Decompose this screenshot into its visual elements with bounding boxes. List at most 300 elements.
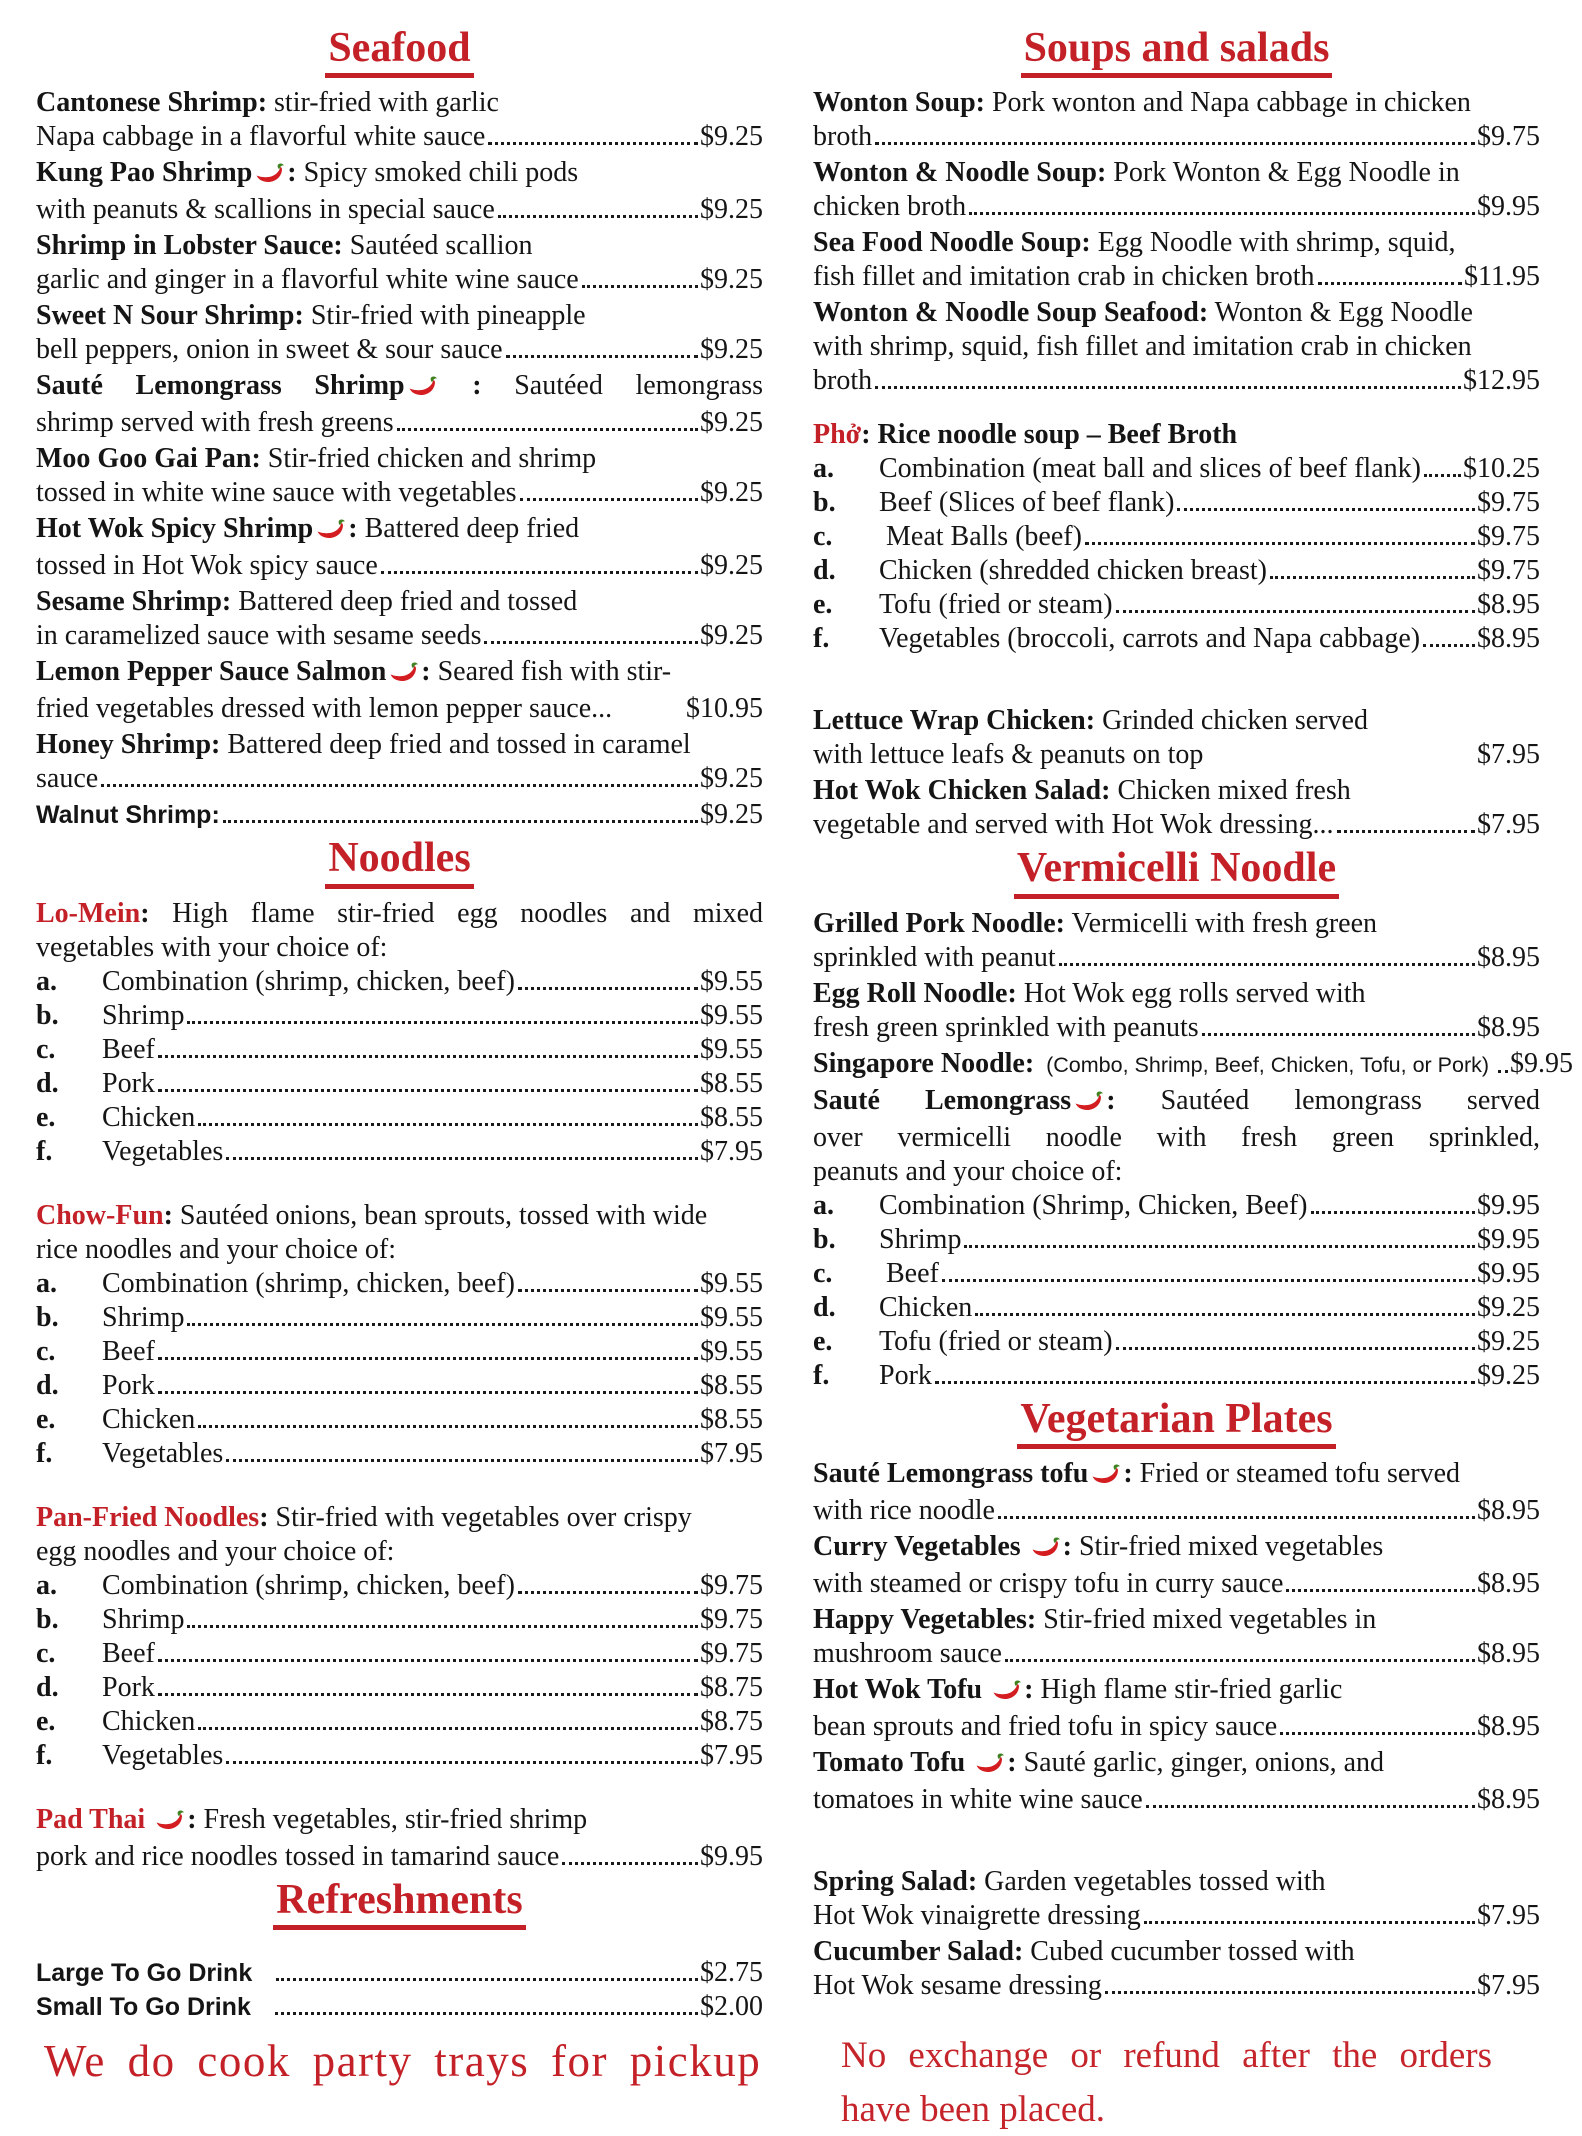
menu-item [813,296,1540,398]
section-heading-vermicelli-noodle [813,846,1540,898]
dotted-leader [1280,1732,1475,1735]
price: $10.95 [686,693,763,725]
menu-item [36,655,763,726]
menu-line [813,364,1540,398]
menu-line [36,86,763,120]
line-text: Beef [879,1257,939,1289]
menu-line [813,1783,1540,1817]
line-text: Sauté Lemongrass Shrimp : Sautéed lemongrass [36,370,763,401]
menu-line [36,1301,763,1335]
price: $9.25 [700,550,763,582]
menu-line [36,931,763,965]
menu-line [36,619,763,653]
line-text: bean sprouts and fried tofu in spicy sauce [813,1711,1278,1743]
dotted-leader [1337,830,1475,833]
menu-item [813,156,1540,224]
dotted-leader [498,215,698,218]
option-label: b. [36,999,59,1031]
line-text: with peanuts & scallions in special sauce [36,194,495,226]
menu-line [36,999,763,1033]
menu-line [813,1710,1540,1744]
dotted-leader [1005,1659,1475,1662]
menu-line [813,588,1540,622]
dotted-leader [1177,508,1475,511]
dotted-leader [187,1323,698,1326]
line-text: Sesame Shrimp: Battered deep fried and tossed [36,586,578,618]
menu-item [36,369,763,440]
line-text: Combination (shrimp, chicken, beef) [102,965,515,997]
line-text: Tofu (fried or steam) [879,1325,1113,1357]
option-label: e. [36,1403,56,1435]
menu-line [36,1267,763,1301]
menu-line [36,1101,763,1135]
dotted-leader [518,987,698,990]
menu-line [813,774,1540,808]
dotted-leader [1085,542,1475,545]
price: $10.25 [1463,453,1540,485]
option-label: e. [36,1705,56,1737]
menu-item [813,1084,1540,1393]
dotted-leader [1286,1589,1475,1592]
menu-line [813,622,1540,656]
menu-line [36,762,763,796]
dotted-leader [223,820,698,823]
price: $8.95 [1477,1784,1540,1816]
menu-line [36,512,763,549]
price: $8.55 [700,1101,763,1133]
price: $7.95 [700,1739,763,1771]
price: $9.95 [700,1840,763,1872]
price: $9.75 [700,1637,763,1669]
dotted-leader [226,1459,698,1462]
menu-line [813,1899,1540,1933]
price: $11.95 [1464,261,1540,293]
price: $7.95 [1477,739,1540,771]
menu-line [36,1637,763,1671]
option-label: c. [36,1033,56,1065]
spacer-gap [813,658,1540,686]
line-text: Hot Wok Chicken Salad: Chicken mixed fresh [813,775,1351,807]
dotted-leader [1202,1033,1475,1036]
line-text: Chow-Fun: Sautéed onions, bean sprouts, tossed with wide [36,1199,708,1231]
menu-item [813,704,1540,772]
line-text: egg noodles and your choice of: [36,1535,395,1567]
price: $9.25 [700,334,763,366]
option-label: d. [36,1067,59,1099]
price: $9.25 [700,799,763,831]
menu-line [36,1803,763,1840]
price: $8.95 [1477,1711,1540,1743]
menu-line [813,704,1540,738]
line-text: Singapore Noodle: (Combo, Shrimp, Beef, Chicken, Tofu, or Pork) [813,1047,1496,1079]
menu-item [813,1603,1540,1671]
line-text: in caramelized sauce with sesame seeds [36,620,482,652]
menu-line [813,1011,1540,1045]
option-label: a. [813,1189,834,1221]
option-label: b. [813,487,836,519]
section-heading-text: Vermicelli Noodle [1014,846,1339,898]
price: $9.25 [700,264,763,296]
menu-item [36,86,763,154]
line-text: Happy Vegetables: Stir-fried mixed vegetables in [813,1604,1377,1636]
menu-line [36,263,763,297]
section-heading-text: Vegetarian Plates [1017,1397,1335,1449]
line-text: Shrimp [102,1301,185,1333]
menu-line [813,1935,1540,1969]
line-text: with rice noodle [813,1495,995,1527]
line-text: Shrimp in Lobster Sauce: Sautéed scallion [36,230,533,262]
menu-item [36,1803,763,1874]
chili-pepper-icon [992,1676,1021,1710]
dotted-leader [998,1516,1475,1519]
line-text: Tofu (fried or steam) [879,589,1113,621]
dotted-leader [518,1591,698,1594]
section-heading-text: Refreshments [273,1878,526,1930]
menu-line [813,941,1540,975]
menu-line [813,330,1540,364]
menu-line [36,1569,763,1603]
price: $9.75 [700,1603,763,1635]
menu-line [36,1671,763,1705]
price: $8.95 [1477,1568,1540,1600]
option-label: a. [36,1569,57,1601]
dotted-leader [101,784,698,787]
dotted-leader [1116,610,1475,613]
menu-line [36,1705,763,1739]
menu-line [813,226,1540,260]
chili-pepper-icon [975,1749,1004,1783]
menu-item [36,299,763,367]
menu-item [813,1530,1540,1601]
menu-line [36,728,763,762]
menu-item [813,226,1540,294]
line-text: Walnut Shrimp: [36,801,220,830]
price: $9.25 [1477,1325,1540,1357]
section-heading-text: Noodles [325,836,473,888]
line-text: Combination (Shrimp, Chicken, Beef) [879,1189,1308,1221]
chili-pepper-icon [1074,1087,1103,1121]
section-heading-noodles [36,836,763,888]
note-line: have been placed. [841,2088,1105,2130]
line-text: Honey Shrimp: Battered deep fried and tossed in caramel [36,729,691,761]
dotted-leader [1498,1070,1508,1073]
menu-item [813,907,1540,975]
price: $8.55 [700,1403,763,1435]
price: $9.25 [700,194,763,226]
dotted-leader [1059,963,1475,966]
price: $8.75 [700,1705,763,1737]
price: $8.55 [700,1067,763,1099]
line-text: Pork [879,1359,932,1391]
menu-item [36,1199,763,1471]
menu-item [36,1501,763,1773]
line-text: Wonton & Noodle Soup: Pork Wonton & Egg Noodle in [813,157,1460,189]
menu-line [813,1673,1540,1710]
dotted-leader [562,1862,698,1865]
line-text: Sauté Lemongrass : Sautéed lemongrass served [813,1085,1540,1116]
price: $9.95 [1477,191,1540,223]
dotted-leader [969,212,1475,215]
menu-line [813,1530,1540,1567]
price: $8.95 [1477,1495,1540,1527]
line-text: Lemon Pepper Sauce Salmon : Seared fish with stir- [36,655,671,692]
dotted-leader [1311,1211,1476,1214]
menu-line [36,655,763,692]
line-text: sauce [36,763,99,795]
option-label: d. [813,1291,836,1323]
option-label: b. [36,1301,59,1333]
price: $9.25 [1477,1359,1540,1391]
line-text: Combination (shrimp, chicken, beef) [102,1267,515,1299]
menu-line [36,299,763,333]
menu-line [36,1603,763,1637]
line-text: bell peppers, onion in sweet & sour sauce [36,334,503,366]
menu-item [813,86,1540,154]
line-text: Wonton Soup: Pork wonton and Napa cabbage in chicken [813,87,1471,119]
line-text: fried vegetables dressed with lemon pepper sauce... [36,693,613,725]
line-text: Combination (meat ball and slices of beef flank) [879,453,1421,485]
menu-line [813,486,1540,520]
menu-line [36,1067,763,1101]
line-text: Pan-Fried Noodles: Stir-fried with vegetables over crispy [36,1501,692,1533]
menu-line [36,692,763,726]
dotted-leader [276,1978,698,1981]
dotted-leader [158,1391,698,1394]
menu-line [813,1325,1540,1359]
spacer-gap [36,1775,763,1803]
line-text: Napa cabbage in a flavorful white sauce [36,121,486,153]
line-text: peanuts and your choice of: [813,1155,1123,1187]
line-text: Vegetables [102,1135,224,1167]
option-label: d. [36,1671,59,1703]
spacer-gap [813,1819,1540,1847]
option-label: a. [813,453,834,485]
menu-item [813,774,1540,842]
line-text: Sweet N Sour Shrimp: Stir-fried with pineapple [36,300,586,332]
menu-line [813,808,1540,842]
option-label: f. [813,1359,830,1391]
no-refund-note [841,2029,1492,2136]
dotted-leader [1424,474,1461,477]
menu-item [36,156,763,227]
menu-line [813,977,1540,1011]
dotted-leader [158,1055,698,1058]
line-text: Curry Vegetables : Stir-fried mixed vegetables [813,1530,1383,1567]
line-text: with shrimp, squid, fish fillet and imitation crab in chicken [813,331,1472,363]
line-text: Beef (Slices of beef flank) [879,487,1175,519]
price: $7.95 [1477,1900,1540,1932]
price: $8.55 [700,1369,763,1401]
menu-line [36,333,763,367]
line-text: Hot Wok vinaigrette dressing [813,1900,1141,1932]
price: $9.75 [1477,121,1540,153]
price: $2.00 [700,1991,763,2023]
menu-line [36,1437,763,1471]
menu-line [813,1155,1540,1189]
menu-line [36,1990,763,2024]
dotted-leader [187,1625,698,1628]
menu-line [813,260,1540,294]
option-label: f. [36,1135,53,1167]
menu-line [36,549,763,583]
menu-line [813,1969,1540,2003]
option-label: a. [36,1267,57,1299]
dotted-leader [187,1021,698,1024]
menu-line [813,1189,1540,1223]
dotted-leader [158,1659,698,1662]
line-text: Shrimp [879,1223,962,1255]
option-label: c. [813,521,833,553]
menu-item [813,418,1540,656]
menu-item [36,229,763,297]
menu-line [813,120,1540,154]
dotted-leader [198,1727,698,1730]
line-text: Beef [102,1033,155,1065]
menu-item [813,1746,1540,1817]
menu-line [36,1403,763,1437]
dotted-leader [226,1761,698,1764]
option-label: d. [813,555,836,587]
dotted-leader [158,1357,698,1360]
menu-line [813,1223,1540,1257]
dotted-leader [275,2012,698,2015]
line-text: Cucumber Salad: Cubed cucumber tossed with [813,1936,1355,1968]
menu-line [36,798,763,832]
column-left [36,22,763,2136]
menu-line [813,1603,1540,1637]
menu-item [813,1047,1574,1082]
price: $9.75 [1477,487,1540,519]
menu-line [813,156,1540,190]
price: $8.95 [1477,941,1540,973]
price: $9.25 [700,407,763,439]
price: $9.25 [1477,1291,1540,1323]
menu-line [36,1199,763,1233]
line-text: garlic and ginger in a flavorful white wine sauce [36,264,579,296]
menu-line [813,1359,1540,1393]
dotted-leader [942,1279,1475,1282]
line-text: Chicken [102,1403,196,1435]
line-text: broth [813,365,873,397]
line-text: with lettuce leafs & peanuts on top [813,739,1204,771]
menu-line [36,156,763,193]
price: $9.75 [1477,555,1540,587]
menu-line [813,1291,1540,1325]
line-text: Moo Goo Gai Pan: Stir-fried chicken and shrimp [36,443,597,475]
line-text: Spring Salad: Garden vegetables tossed with [813,1866,1326,1898]
option-label: c. [813,1257,833,1289]
line-text: fresh green sprinkled with peanuts [813,1011,1199,1043]
price: $9.95 [1477,1189,1540,1221]
line-text: Lettuce Wrap Chicken: Grinded chicken served [813,705,1368,737]
chili-pepper-icon [389,658,418,692]
line-text: mushroom sauce [813,1638,1002,1670]
price: $7.95 [700,1135,763,1167]
section-heading-text: Soups and salads [1021,26,1333,78]
menu-line [813,554,1540,588]
menu-line [813,86,1540,120]
line-text: chicken broth [813,191,967,223]
line-text: with steamed or crispy tofu in curry sauce [813,1568,1284,1600]
menu-line [813,907,1540,941]
line-text: Shrimp [102,1603,185,1635]
line-text: Beef [102,1637,155,1669]
line-text: tossed in white wine sauce with vegetables [36,477,517,509]
line-text: sprinkled with peanut [813,941,1056,973]
section-heading-soups-and-salads [813,26,1540,78]
line-text: Pork [102,1067,155,1099]
price: $9.55 [700,1335,763,1367]
price: $9.25 [700,121,763,153]
section-heading-vegetarian-plates [813,1397,1540,1449]
chili-pepper-icon [316,515,345,549]
option-label: c. [36,1335,56,1367]
menu-line [813,418,1540,452]
line-text: Large To Go Drink [36,1959,274,1988]
dotted-leader [1105,1991,1475,1994]
spacer-gap [813,400,1540,418]
menu-item [813,1935,1540,2003]
line-text: Tomato Tofu : Sauté garlic, ginger, onions, and [813,1746,1384,1783]
line-text: Chicken (shredded chicken breast) [879,555,1267,587]
menu-line [36,1335,763,1369]
dotted-leader [1423,644,1475,647]
line-text: tomatoes in white wine sauce [813,1784,1143,1816]
menu-line [813,1084,1540,1121]
price: $9.75 [1477,521,1540,553]
spacer-gap [36,1171,763,1199]
line-text: vegetable and served with Hot Wok dressing... [813,809,1334,841]
menu-line [813,452,1540,486]
menu-item [36,1956,763,2024]
menu-item [36,442,763,510]
spacer-gap [36,1938,763,1956]
price: $9.55 [700,1267,763,1299]
menu-item [36,585,763,653]
price: $7.95 [1477,1970,1540,2002]
price: $9.95 [1477,1257,1540,1289]
price: $7.95 [700,1437,763,1469]
chili-pepper-icon [255,159,284,193]
line-text: Small To Go Drink [36,1993,272,2022]
chili-pepper-icon [1031,1533,1060,1567]
section-heading-refreshments [36,1878,763,1930]
menu-line [36,1369,763,1403]
menu-item [36,897,763,1169]
menu-line [36,476,763,510]
party-trays-note: We do cook party trays for pickup [44,2036,762,2087]
line-text: Chicken [102,1705,196,1737]
menu-line [36,369,763,406]
menu-line [813,1494,1540,1528]
menu-item [36,512,763,583]
menu-line [813,1865,1540,1899]
menu-line [813,296,1540,330]
dotted-leader [1144,1921,1475,1924]
chili-pepper-icon [408,372,437,406]
dotted-leader [1116,1347,1475,1350]
menu-item [813,1457,1540,1528]
dotted-leader [226,1157,698,1160]
line-text: Kung Pao Shrimp : Spicy smoked chili pods [36,156,578,193]
dotted-leader [381,571,698,574]
line-text: Chicken [102,1101,196,1133]
menu-line [36,1233,763,1267]
line-text: rice noodles and your choice of: [36,1233,396,1265]
price: $8.95 [1477,623,1540,655]
menu-item [813,1673,1540,1744]
price: $8.95 [1477,1011,1540,1043]
